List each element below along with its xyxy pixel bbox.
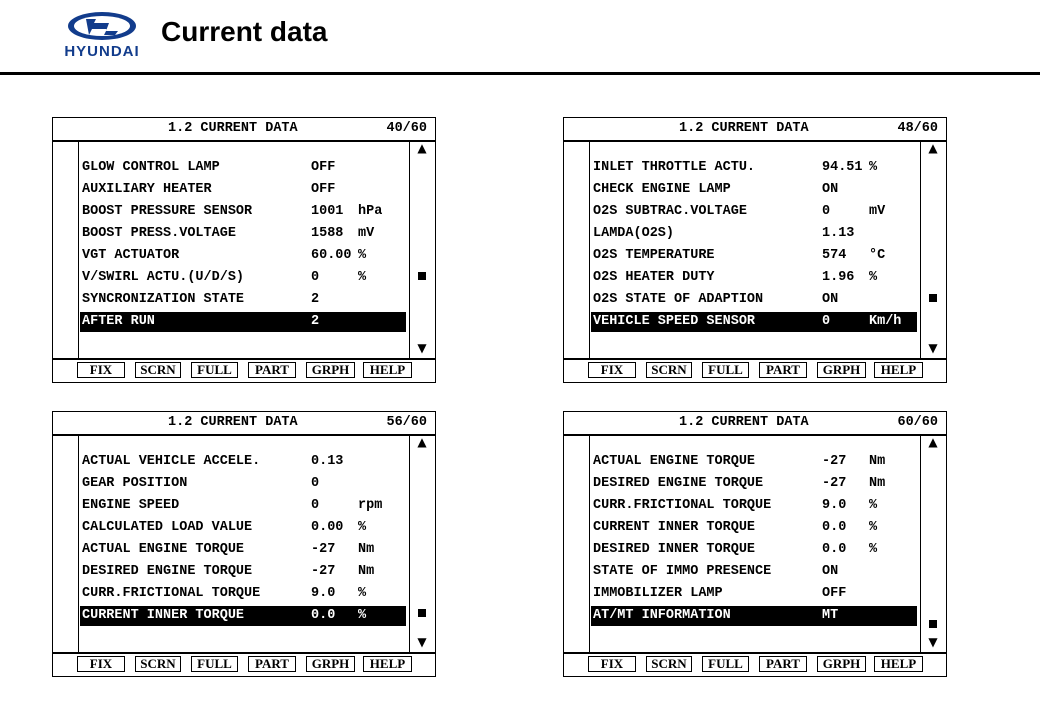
param-value: 1.96 xyxy=(822,270,855,285)
param-unit: % xyxy=(869,542,878,557)
data-list xyxy=(53,140,435,358)
data-row[interactable] xyxy=(80,268,406,288)
gutter-divider xyxy=(78,140,79,358)
page-counter: 56/60 xyxy=(386,415,427,430)
param-label: O2S SUBTRAC.VOLTAGE xyxy=(593,204,747,219)
data-row[interactable] xyxy=(80,312,406,332)
data-row[interactable] xyxy=(80,180,406,200)
param-value: 60.00 xyxy=(311,248,352,263)
param-unit: % xyxy=(869,520,878,535)
softkey-fix-button[interactable]: FIX xyxy=(77,362,125,378)
param-label: BOOST PRESSURE SENSOR xyxy=(82,204,253,219)
param-unit: °C xyxy=(869,248,886,263)
param-value: -27 xyxy=(311,542,336,557)
data-row[interactable] xyxy=(591,158,917,178)
scrollbar-divider xyxy=(920,434,921,652)
param-value: -27 xyxy=(822,454,847,469)
data-row[interactable] xyxy=(80,224,406,244)
softkey-scrn-button[interactable]: SCRN xyxy=(646,362,692,378)
param-value: 94.51 xyxy=(822,160,863,175)
data-row[interactable] xyxy=(80,496,406,516)
param-unit: mV xyxy=(869,204,886,219)
param-label: ENGINE SPEED xyxy=(82,498,180,513)
param-label: BOOST PRESS.VOLTAGE xyxy=(82,226,236,241)
data-row[interactable] xyxy=(80,518,406,538)
current-data-screen xyxy=(52,411,436,677)
param-unit: Km/h xyxy=(869,314,902,329)
param-value: OFF xyxy=(311,160,336,175)
param-value: ON xyxy=(822,564,839,579)
param-label: IMMOBILIZER LAMP xyxy=(593,586,723,601)
param-label: LAMDA(O2S) xyxy=(593,226,675,241)
param-unit: % xyxy=(358,520,367,535)
param-label: O2S STATE OF ADAPTION xyxy=(593,292,764,307)
gutter-divider xyxy=(589,140,590,358)
param-value: 1.13 xyxy=(822,226,855,241)
data-row[interactable] xyxy=(591,562,917,582)
data-list xyxy=(53,434,435,652)
current-data-screen xyxy=(52,117,436,383)
screen-title-bar xyxy=(53,412,435,436)
softkey-bar xyxy=(564,652,946,678)
softkey-help-button[interactable]: HELP xyxy=(874,362,923,378)
param-value: 0 xyxy=(822,204,831,219)
data-row[interactable] xyxy=(80,562,406,582)
softkey-grph-button[interactable]: GRPH xyxy=(817,656,866,672)
param-value: -27 xyxy=(822,476,847,491)
scrollbar-divider xyxy=(409,140,410,358)
param-value: MT xyxy=(822,608,839,623)
param-label: O2S HEATER DUTY xyxy=(593,270,715,285)
param-label: SYNCRONIZATION STATE xyxy=(82,292,245,307)
hyundai-logo xyxy=(52,10,152,62)
param-label: DESIRED ENGINE TORQUE xyxy=(82,564,253,579)
param-label: AT/MT INFORMATION xyxy=(593,608,731,623)
page-header xyxy=(0,0,1040,76)
screen-title-bar xyxy=(564,412,946,436)
param-value: 2 xyxy=(311,292,320,307)
page-counter: 60/60 xyxy=(897,415,938,430)
scroll-down-arrow-icon[interactable]: ▼ xyxy=(417,635,427,649)
param-value: OFF xyxy=(311,182,336,197)
softkey-scrn-button[interactable]: SCRN xyxy=(135,362,181,378)
param-label: STATE OF IMMO PRESENCE xyxy=(593,564,772,579)
data-row[interactable] xyxy=(80,474,406,494)
data-row[interactable] xyxy=(591,202,917,222)
scroll-down-arrow-icon[interactable]: ▼ xyxy=(928,635,938,649)
param-value: 1588 xyxy=(311,226,344,241)
param-value: 0 xyxy=(311,270,320,285)
gutter-divider xyxy=(589,434,590,652)
data-row[interactable] xyxy=(80,246,406,266)
param-label: CURR.FRICTIONAL TORQUE xyxy=(82,586,261,601)
softkey-help-button[interactable]: HELP xyxy=(363,656,412,672)
softkey-part-button[interactable]: PART xyxy=(759,362,807,378)
scroll-down-arrow-icon[interactable]: ▼ xyxy=(928,341,938,355)
softkey-help-button[interactable]: HELP xyxy=(874,656,923,672)
page-counter: 48/60 xyxy=(897,121,938,136)
param-value: 2 xyxy=(311,314,320,329)
param-unit: % xyxy=(358,608,367,623)
param-label: VGT ACTUATOR xyxy=(82,248,180,263)
scroll-up-arrow-icon[interactable]: ▲ xyxy=(417,141,427,155)
param-value: 0.0 xyxy=(822,520,847,535)
data-row[interactable] xyxy=(591,518,917,538)
scroll-thumb[interactable] xyxy=(418,272,426,280)
param-label: ACTUAL ENGINE TORQUE xyxy=(593,454,756,469)
screen-title: 1.2 CURRENT DATA xyxy=(679,121,809,136)
data-row[interactable] xyxy=(591,180,917,200)
param-label: CURR.FRICTIONAL TORQUE xyxy=(593,498,772,513)
param-unit: Nm xyxy=(358,564,375,579)
param-value: 0 xyxy=(822,314,831,329)
param-value: 0 xyxy=(311,498,320,513)
param-label: ACTUAL ENGINE TORQUE xyxy=(82,542,245,557)
data-row[interactable] xyxy=(591,452,917,472)
param-value: ON xyxy=(822,292,839,307)
softkey-scrn-button[interactable]: SCRN xyxy=(646,656,692,672)
param-value: OFF xyxy=(822,586,847,601)
data-row[interactable] xyxy=(591,606,917,626)
param-label: CURRENT INNER TORQUE xyxy=(593,520,756,535)
param-label: GLOW CONTROL LAMP xyxy=(82,160,220,175)
param-value: 1001 xyxy=(311,204,344,219)
scroll-thumb[interactable] xyxy=(929,620,937,628)
header-divider xyxy=(0,72,1040,75)
data-row[interactable] xyxy=(591,246,917,266)
softkey-bar xyxy=(53,358,435,384)
data-row[interactable] xyxy=(80,202,406,222)
param-label: GEAR POSITION xyxy=(82,476,188,491)
scrollbar-divider xyxy=(409,434,410,652)
softkey-fix-button[interactable]: FIX xyxy=(588,656,636,672)
softkey-scrn-button[interactable]: SCRN xyxy=(135,656,181,672)
param-label: AFTER RUN xyxy=(82,314,155,329)
param-unit: % xyxy=(358,248,367,263)
softkey-fix-button[interactable]: FIX xyxy=(588,362,636,378)
scroll-up-arrow-icon[interactable]: ▲ xyxy=(417,435,427,449)
data-list xyxy=(564,434,946,652)
softkey-part-button[interactable]: PART xyxy=(759,656,807,672)
screen-title: 1.2 CURRENT DATA xyxy=(168,415,298,430)
current-data-screen xyxy=(563,117,947,383)
screen-title-bar xyxy=(53,118,435,142)
param-unit: % xyxy=(358,270,367,285)
softkey-grph-button[interactable]: GRPH xyxy=(817,362,866,378)
scroll-up-arrow-icon[interactable]: ▲ xyxy=(928,141,938,155)
param-value: ON xyxy=(822,182,839,197)
scroll-thumb[interactable] xyxy=(418,609,426,617)
data-row[interactable] xyxy=(80,452,406,472)
softkey-full-button[interactable]: FULL xyxy=(191,656,238,672)
page-title: Current data xyxy=(161,16,328,47)
page-counter: 40/60 xyxy=(386,121,427,136)
data-row[interactable] xyxy=(591,584,917,604)
screen-title-bar xyxy=(564,118,946,142)
param-unit: rpm xyxy=(358,498,383,513)
data-row[interactable] xyxy=(80,540,406,560)
logo-text: HYUNDAI xyxy=(64,43,140,60)
data-row[interactable] xyxy=(80,606,406,626)
data-row[interactable] xyxy=(591,540,917,560)
param-label: DESIRED INNER TORQUE xyxy=(593,542,756,557)
softkey-grph-button[interactable]: GRPH xyxy=(306,656,355,672)
param-value: 9.0 xyxy=(311,586,336,601)
param-label: CALCULATED LOAD VALUE xyxy=(82,520,253,535)
data-row[interactable] xyxy=(591,474,917,494)
gutter-divider xyxy=(78,434,79,652)
param-unit: hPa xyxy=(358,204,383,219)
softkey-full-button[interactable]: FULL xyxy=(191,362,238,378)
param-label: DESIRED ENGINE TORQUE xyxy=(593,476,764,491)
screen-title: 1.2 CURRENT DATA xyxy=(168,121,298,136)
param-label: V/SWIRL ACTU.(U/D/S) xyxy=(82,270,245,285)
softkey-bar xyxy=(564,358,946,384)
param-label: CURRENT INNER TORQUE xyxy=(82,608,245,623)
softkey-full-button[interactable]: FULL xyxy=(702,656,749,672)
param-unit: Nm xyxy=(358,542,375,557)
param-value: 9.0 xyxy=(822,498,847,513)
param-label: INLET THROTTLE ACTU. xyxy=(593,160,756,175)
param-unit: mV xyxy=(358,226,375,241)
screen-title: 1.2 CURRENT DATA xyxy=(679,415,809,430)
param-unit: Nm xyxy=(869,476,886,491)
param-value: -27 xyxy=(311,564,336,579)
softkey-grph-button[interactable]: GRPH xyxy=(306,362,355,378)
param-label: AUXILIARY HEATER xyxy=(82,182,212,197)
data-row[interactable] xyxy=(80,290,406,310)
softkey-bar xyxy=(53,652,435,678)
scrollbar-divider xyxy=(920,140,921,358)
param-unit: % xyxy=(869,160,878,175)
data-row[interactable] xyxy=(591,290,917,310)
param-unit: Nm xyxy=(869,454,886,469)
data-list xyxy=(564,140,946,358)
param-label: VEHICLE SPEED SENSOR xyxy=(593,314,756,329)
param-value: 0.00 xyxy=(311,520,344,535)
softkey-full-button[interactable]: FULL xyxy=(702,362,749,378)
data-row[interactable] xyxy=(591,496,917,516)
softkey-part-button[interactable]: PART xyxy=(248,656,296,672)
param-label: O2S TEMPERATURE xyxy=(593,248,715,263)
scroll-up-arrow-icon[interactable]: ▲ xyxy=(928,435,938,449)
param-value: 0.0 xyxy=(822,542,847,557)
data-row[interactable] xyxy=(591,312,917,332)
param-unit: % xyxy=(869,498,878,513)
data-row[interactable] xyxy=(80,584,406,604)
scroll-down-arrow-icon[interactable]: ▼ xyxy=(417,341,427,355)
softkey-help-button[interactable]: HELP xyxy=(363,362,412,378)
param-unit: % xyxy=(358,586,367,601)
param-value: 0 xyxy=(311,476,320,491)
scroll-thumb[interactable] xyxy=(929,294,937,302)
data-row[interactable] xyxy=(591,224,917,244)
current-data-screen xyxy=(563,411,947,677)
softkey-part-button[interactable]: PART xyxy=(248,362,296,378)
softkey-fix-button[interactable]: FIX xyxy=(77,656,125,672)
param-label: CHECK ENGINE LAMP xyxy=(593,182,731,197)
param-unit: % xyxy=(869,270,878,285)
data-row[interactable] xyxy=(591,268,917,288)
param-label: ACTUAL VEHICLE ACCELE. xyxy=(82,454,261,469)
param-value: 0.0 xyxy=(311,608,336,623)
param-value: 574 xyxy=(822,248,847,263)
param-value: 0.13 xyxy=(311,454,344,469)
data-row[interactable] xyxy=(80,158,406,178)
